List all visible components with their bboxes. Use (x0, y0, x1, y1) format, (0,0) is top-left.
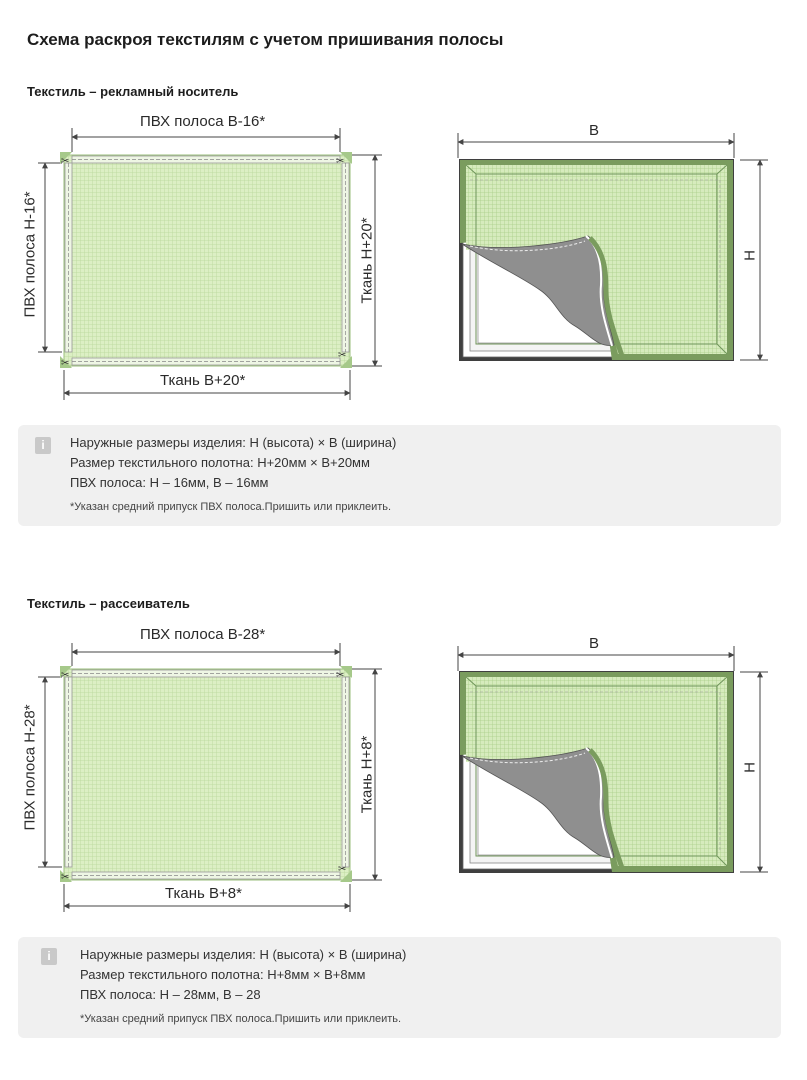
info-icon: i (41, 948, 57, 965)
frame-height-label: Н (741, 250, 759, 261)
svg-text:✂: ✂ (61, 358, 70, 369)
page-title: Схема раскроя текстилям с учетом пришивания полосы (27, 30, 504, 49)
bottom-fabric-label: Ткань В+8* (165, 885, 242, 902)
section-heading-diffuser: Текстиль – рассеиватель (27, 596, 190, 611)
frame-height-label: Н (741, 762, 759, 773)
left-strip-label: ПВХ полоса Н-16* (21, 191, 39, 318)
right-fabric-label: Ткань Н+8* (358, 735, 376, 814)
info-line: ПВХ полоса: Н – 16мм, В – 16мм (70, 475, 269, 490)
info-icon: i (35, 437, 51, 454)
info-line: Размер текстильного полотна: Н+8мм × В+8мм (80, 967, 366, 982)
svg-text:✂: ✂ (338, 864, 347, 875)
info-box-diffuser (18, 937, 781, 1038)
frame-width-label: В (589, 122, 600, 139)
info-line: Наружные размеры изделия: Н (высота) × В (ширина) (80, 947, 407, 962)
top-strip-label: ПВХ полоса В-16* (140, 113, 266, 130)
info-line: Наружные размеры изделия: Н (высота) × В (ширина) (70, 435, 397, 450)
bottom-fabric-label: Ткань В+20* (160, 372, 246, 389)
svg-text:✂: ✂ (336, 156, 345, 167)
info-line: ПВХ полоса: Н – 28мм, В – 28 (80, 987, 261, 1002)
frame-width-label: В (589, 635, 600, 652)
svg-text:✂: ✂ (61, 156, 70, 167)
svg-text:✂: ✂ (336, 670, 345, 681)
info-line: Размер текстильного полотна: Н+20мм × В+20мм (70, 455, 370, 470)
right-fabric-label: Ткань Н+20* (358, 217, 376, 304)
svg-text:✂: ✂ (338, 350, 347, 361)
svg-text:✂: ✂ (61, 872, 70, 883)
section-heading-advertising: Текстиль – рекламный носитель (27, 84, 239, 99)
left-strip-label: ПВХ полоса Н-28* (21, 704, 39, 831)
svg-text:✂: ✂ (61, 670, 70, 681)
info-note: *Указан средний припуск ПВХ полоса.Пришить или приклеить. (70, 501, 392, 513)
top-strip-label: ПВХ полоса В-28* (140, 626, 266, 643)
info-note: *Указан средний припуск ПВХ полоса.Пришить или приклеить. (80, 1013, 402, 1025)
